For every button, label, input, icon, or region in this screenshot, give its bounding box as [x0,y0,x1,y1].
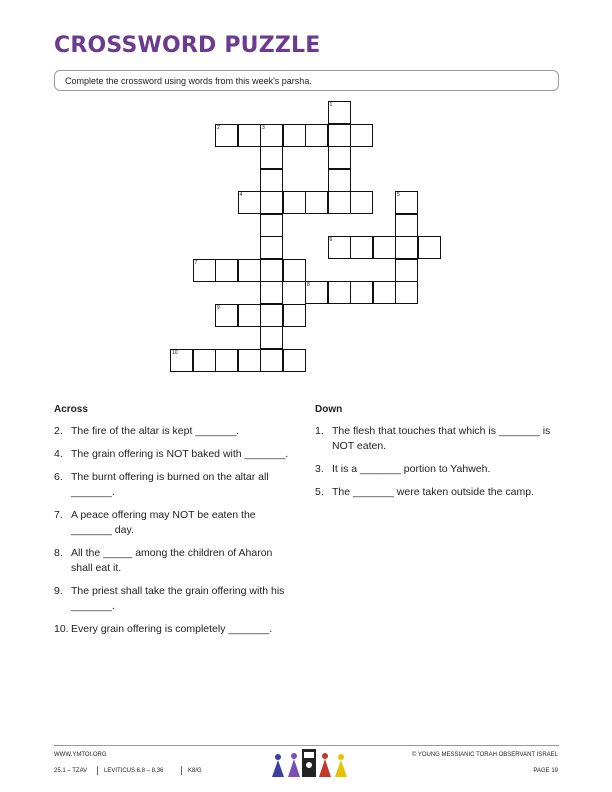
crossword-cell[interactable] [170,349,193,372]
crossword-cell[interactable] [215,349,238,372]
crossword-cell[interactable] [328,124,351,147]
clue-number: 5. [315,486,324,498]
crossword-cell[interactable] [238,304,261,327]
crossword-cell[interactable] [260,259,283,282]
crossword-cell[interactable] [260,146,283,169]
crossword-cell[interactable] [260,169,283,192]
clue-number-label: 3 [262,124,265,131]
clue-text: It is a _______ portion to Yahweh. [332,463,491,475]
crossword-cell[interactable] [418,236,441,259]
footer-website: WWW.YMTOI.ORG [54,752,107,758]
footer-lesson: 25.1 – TZAV [54,768,88,774]
crossword-cell[interactable] [260,236,283,259]
crossword-cell[interactable] [193,349,216,372]
across-clue [54,470,294,500]
footer-level: K8/G [188,768,202,774]
footer-reference: LEVITICUS 6.8 – 8.36 [104,768,164,774]
clue-number: 9. [54,585,63,597]
clue-number-label: 4 [239,192,243,198]
crossword-cell[interactable] [350,236,373,259]
crossword-cell[interactable] [395,236,418,259]
clue-text: The fire of the altar is kept _______. [71,425,240,437]
footer-separator [97,766,98,775]
clue-number: 8. [54,547,63,559]
crossword-cell[interactable] [395,281,418,304]
clue-number-label: 10 [172,349,178,356]
across-clue [54,546,294,576]
crossword-cell[interactable] [238,191,261,214]
clue-text: The _______ were taken outside the camp. [332,486,534,498]
footer-separator [181,766,182,775]
crossword-cell[interactable] [283,349,306,372]
clue-number: 2. [54,425,63,437]
across-heading: Across [54,404,88,415]
clue-number-label: 5 [397,192,400,198]
crossword-cell[interactable] [395,214,418,237]
across-clue [54,508,294,538]
clue-text: All the _____ among the children of Aharon shall eat it. [71,547,273,574]
footer-divider [54,745,559,746]
crossword-cell[interactable] [305,191,328,214]
crossword-cell[interactable] [260,124,283,147]
crossword-cell[interactable] [328,101,351,124]
crossword-cell[interactable] [193,259,216,282]
down-clue [315,424,560,454]
clue-number-label: 1 [329,102,333,108]
clue-number: 10. [54,623,69,635]
crossword-cell[interactable] [283,304,306,327]
down-clues [315,404,560,508]
crossword-cell[interactable] [260,214,283,237]
logo-figures-icon [268,747,353,779]
across-clue [54,622,294,637]
clue-number-label: 8 [307,282,310,288]
crossword-cell[interactable] [260,304,283,327]
clue-text: Every grain offering is completely _______. [71,623,273,635]
clue-text: A peace offering may NOT be eaten the _______ day. [71,509,256,536]
clue-text: The burnt offering is burned on the altar all _______. [71,471,269,498]
clue-number-label: 2 [217,124,220,131]
clue-text: The priest shall take the grain offering with his _______. [71,585,285,612]
footer-page: PAGE 19 [533,768,558,774]
crossword-cell[interactable] [283,259,306,282]
crossword-cell[interactable] [328,281,351,304]
clue-number-label: 9 [217,304,220,311]
crossword-cell[interactable] [328,236,351,259]
crossword-cell[interactable] [305,124,328,147]
crossword-cell[interactable] [238,259,261,282]
clue-number: 7. [54,509,63,521]
instructions-box: Complete the crossword using words from this week's parsha. [54,70,559,91]
across-clue [54,584,294,614]
crossword-cell[interactable] [328,169,351,192]
crossword-cell[interactable] [260,326,283,349]
crossword-cell[interactable] [395,191,418,214]
down-clue [315,485,560,500]
down-heading: Down [315,404,343,415]
footer-copyright: © YOUNG MESSIANIC TORAH OBSERVANT ISRAEL [411,752,558,758]
crossword-cell[interactable] [238,124,261,147]
crossword-cell[interactable] [328,191,351,214]
crossword-cell[interactable] [283,124,306,147]
crossword-cell[interactable] [373,236,396,259]
crossword-cell[interactable] [395,259,418,282]
clue-number: 3. [315,463,324,475]
crossword-grid [0,0,612,380]
across-clues [54,404,294,645]
clue-number: 4. [54,448,63,460]
clue-text: The grain offering is NOT baked with _______. [71,448,289,460]
crossword-cell[interactable] [283,191,306,214]
clue-text: The flesh that touches that which is _______ is NOT eaten. [332,425,551,452]
clue-number: 6. [54,471,63,483]
clue-number: 1. [315,425,324,437]
across-clue [54,447,294,462]
crossword-cell[interactable] [215,124,238,147]
across-clue [54,424,294,439]
crossword-cell[interactable] [260,349,283,372]
crossword-cell[interactable] [260,191,283,214]
crossword-cell[interactable] [328,146,351,169]
crossword-cell[interactable] [350,124,373,147]
crossword-cell[interactable] [215,259,238,282]
page-title: CROSSWORD PUZZLE [54,33,321,58]
clue-number-label: 6 [329,237,333,243]
crossword-cell[interactable] [215,304,238,327]
crossword-cell[interactable] [238,349,261,372]
crossword-cell[interactable] [350,281,373,304]
crossword-cell[interactable] [350,191,373,214]
down-clue [315,462,560,477]
clue-number-label: 7 [194,259,198,266]
crossword-cell[interactable] [260,281,283,304]
crossword-cell[interactable] [305,281,328,304]
crossword-cell[interactable] [373,281,396,304]
